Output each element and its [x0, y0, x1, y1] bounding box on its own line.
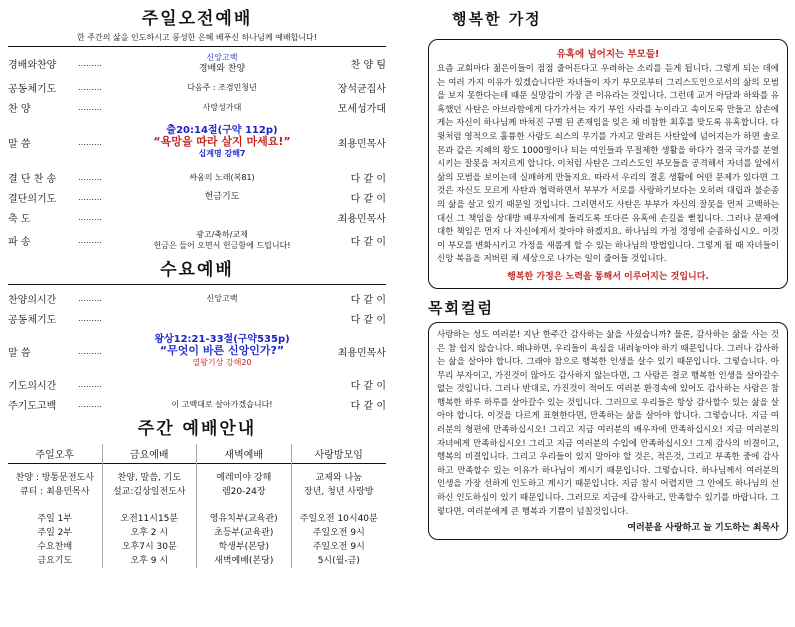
- column-body: 사랑하는 성도 여러분! 지난 한주간 감사하는 삶을 사셨습니까? 물론, 감사하는 삶을 사는 것은 참 쉽지 않습니다. 왜냐하면, 우리들이 욕심을 내려놓아야 하기 때문입니다. 그러나 감사하는 삶을 살아야 합니다. 그래야 참으로 행복한 인생을 살수 있기 때문입니다. 그렇습니다. 아무리 부자이고, 가진것이 많아도 감사하지 않는다면, 그 사람은 결코 행복한 인생을 살아갈수 없는 것입니다. 그러나 반대로, 가진것이 적어도 여러분 환경속에 있어도 감사하는 사람은 참 행복한 하루 하루를 살아갈수 있는 것입니다. 그러므로 우리들은 항상 감사할수 있는 삶을 살아야 합니다. 이것을 다르게 표현한다면, 만족하는 삶을 살아야 합니다. 그렇습니다. 지금 여러분의 형편에 만족하십시오! 그리고 지금 여러분의 배우자에 만족하십시오! 지금 여러분의 자녀에게 만족하십시오! 그리고 지금 여러분의 수입에 만족하십시오! 그게 감사의 비결이고, 행복의 비결입니다. 그리고 우리들이 있지 말아야 할 것은, 적은것, 그리고 부족한 중에 감사하고 만족할수 있는 이유가 하나님이 계시기 때문입니다. 그렇습니다. 하나님께서 여러분의 인생을 가장 선하게 인도하고 계시기 때문입니다. 지금 참시 어렵지만 그 안에도 하나님의 선하신 인도하심이 있기 때문입니다. 그러므로 지금에 감사하고, 만족할수 있기를 바랍니다. 그렇다면, 여러분에게 큰 행복과 기쁨이 넘칠것입니다.: [437, 329, 779, 517]
- order-label: 경배와찬양: [8, 60, 57, 71]
- order-row: [8, 394, 386, 414]
- order-leader: 모세성가대: [337, 103, 386, 115]
- order-row: [8, 97, 386, 117]
- order-label: 결단의기도: [8, 193, 57, 205]
- order-label: 주기도고백: [8, 400, 57, 412]
- column-header: 금요예배: [103, 444, 197, 464]
- schedule-cell: 주일오전 9시: [312, 542, 365, 552]
- column-header: 사랑방모임: [292, 444, 387, 464]
- schedule-column: [8, 444, 103, 568]
- order-leader: 찬 양 팀: [350, 60, 386, 71]
- order-leader: 다 같 이: [350, 294, 386, 306]
- order-leader: 최용민목사: [337, 347, 386, 359]
- sermon-detail: [120, 334, 324, 368]
- order-label: 공동체기도: [8, 83, 57, 95]
- detail-main: 헌금은 들어 오면서 헌금함에 드립니다!: [153, 241, 291, 250]
- dots: ………: [78, 235, 102, 245]
- schedule-cell: 교제와 나눔: [315, 473, 362, 483]
- order-row: [8, 308, 386, 328]
- order-label: 결 단 찬 송: [8, 173, 57, 185]
- order-detail: 헌금기도: [204, 191, 240, 202]
- dots: ………: [78, 172, 102, 182]
- order-row: [8, 227, 386, 253]
- order-row: [8, 374, 386, 394]
- sermon-title: “무엇이 바른 신앙인가?”: [159, 344, 285, 357]
- order-row: [8, 167, 386, 187]
- order-row: [8, 117, 386, 167]
- order-label: 찬양의시간: [8, 294, 57, 306]
- family-closing: 행복한 가정은 노력을 통해서 이루어지는 것입니다.: [507, 271, 709, 282]
- detail-top: 광고/축하/교제: [196, 230, 248, 239]
- dots: ………: [78, 102, 102, 112]
- order-detail: [120, 229, 324, 251]
- weekly-title: 주간 예배안내: [137, 419, 257, 439]
- order-label: 공동체기도: [8, 314, 57, 326]
- order-row: [8, 328, 386, 374]
- schedule-cell: 초등부(교육관): [214, 528, 274, 538]
- order-detail: 사랑성가대: [202, 102, 242, 112]
- schedule-cell: 찬양, 말씀, 기도: [117, 473, 182, 483]
- order-detail: 다음주 : 조경민청년: [187, 82, 257, 92]
- column-title: 목회컬럼: [428, 298, 494, 317]
- weekly-schedule-table: [8, 444, 386, 568]
- schedule-cell: 예레미야 강해: [216, 473, 272, 483]
- sermon-reference: 왕상12:21-33절(구약535p): [154, 334, 290, 345]
- schedule-cell: 영유치부(교육관): [209, 514, 278, 524]
- dots: ………: [78, 192, 102, 202]
- sermon-detail: [120, 125, 324, 159]
- schedule-cell: 오전11시15분: [120, 514, 179, 524]
- schedule-cell: 오후 2 시: [130, 528, 169, 538]
- schedule-cell: 오후 9 시: [130, 556, 169, 566]
- schedule-column: [103, 444, 198, 568]
- order-leader: 장석균집사: [337, 83, 386, 95]
- order-row: [8, 50, 386, 77]
- family-heading: 유혹에 넘어지는 부모들!: [556, 49, 660, 60]
- dots: ………: [78, 379, 102, 389]
- schedule-cell: 주일오전 10시40분: [299, 514, 378, 524]
- column-signature: 여러분을 사랑하고 늘 기도하는 최목사: [627, 523, 779, 534]
- divider: [8, 46, 386, 47]
- schedule-column: [197, 444, 292, 568]
- sermon-series: 열왕기상 강해20: [192, 358, 252, 367]
- dots: ………: [78, 212, 102, 222]
- schedule-cell: 5시(월-금): [317, 556, 360, 566]
- dots: ………: [78, 59, 102, 68]
- divider: [8, 284, 386, 285]
- family-title: 행복한 가정: [452, 10, 542, 28]
- schedule-cell: 금요기도: [37, 556, 73, 566]
- order-leader: 다 같 이: [350, 400, 386, 412]
- order-label: 기도의시간: [8, 380, 57, 392]
- order-label: 찬 양: [8, 103, 31, 115]
- sermon-reference: 출20:14절(구약 112p): [166, 125, 278, 136]
- order-detail: 싸움의 노래(복81): [189, 172, 255, 182]
- right-column: [428, 8, 788, 540]
- schedule-cell: 찬양 : 방통문전도사: [15, 473, 94, 483]
- order-row: [8, 207, 386, 227]
- column-header: 새벽예배: [197, 444, 291, 464]
- order-row: [8, 77, 386, 97]
- dots: ………: [78, 399, 102, 409]
- order-leader: 다 같 이: [350, 193, 386, 205]
- schedule-cell: 주일오전 9시: [312, 528, 365, 538]
- morning-subtitle: 한 주간의 삶을 인도하시고 풍성한 은혜 베푸신 하나님께 예배합니다!: [77, 33, 317, 42]
- dots: ………: [78, 137, 102, 147]
- morning-title: 주일오전예배: [141, 9, 253, 29]
- order-leader: 최용민목사: [337, 213, 386, 225]
- schedule-cell: 오후7시 30분: [121, 542, 177, 552]
- schedule-cell: 주일 1부: [37, 514, 73, 524]
- detail-top: 신앙고백: [206, 53, 238, 62]
- order-detail: 신앙고백: [206, 293, 238, 303]
- order-leader: 다 같 이: [350, 314, 386, 326]
- dots: ………: [78, 346, 102, 356]
- schedule-cell: 주일 2부: [37, 528, 73, 538]
- wednesday-title: 수요예배: [160, 260, 234, 280]
- sermon-series: 십계명 강해7: [198, 149, 246, 158]
- family-body: 요즘 교회마다 젊은이들이 점점 줄어든다고 우려하는 소리를 듣게 됩니다. 그렇게 되는 데에는 여러 가지 이유가 있겠습니다만 자녀들이 자기 부모로부터 그리스도인으로서의 삶의 모범을 보지 못한다는데 때문 실망감이 가장 큰 이유라는 것입니다. 그런데 교거 아담과 하와를 유혹했던 사탄은 아브라함에게 다가가서는 자기 부인 사라를 누이라고 속이도록 만들고 삼손에게는 자신이 하나님께 바쳐진 구별 된 존재임을 잊은 채 비참한 최후를 맞도록 유혹합니다. 다윗처럼 영적으로 훌륭한 사람도 쇠스의 무기를 가지고 말려든 사탄앞에 넘어지는가 하면 솔로몬과 같은 지혜의 왕도 1000명이나 되는 여인들과 무절제한 생활을 하다가 결국 국가를 분열시키는 잘못을 저지르게 합니다. 이처럼 사탄은 그리스도인 부모들을 공격해서 자녀를 앞에서 삶의 모범을 보이는데 실패하게 만들지요. 따라서 우리의 결혼 생활에 어떤 문제가 있다면 그것은 자신도 모르게 사탄과 협력하면서 부부가 서로를 사랑하기보다는 오히려 대립과 불순종의 삶을 살고 있기 때문일 것입니다. 그러면서도 사탄은 부부가 자신의 잘못을 먼저 고백하는 대신 그 책임을 상대방 배우자에게 돌리도록 또다른 유혹에 손길을 뻗칩니다. 그러나 문제에 대한 책임은 먼저 나 자신에게서 찾아야 하겠지요. 하나님의 가정 경영에 순종하십시오. 이것이 부모를 변화시키고 가정을 새롭게 할 수 있는 하나님의 방법입니다. 그렇게 될 때 자녀들이 신앙 복음을 저버린 채 세상으로 나가는 일이 줄어들 것입니다.: [437, 64, 779, 265]
- schedule-cell: 큐티 : 최용민목사: [19, 487, 90, 497]
- order-row: [8, 288, 386, 308]
- order-leader: 다 같 이: [350, 380, 386, 392]
- schedule-cell: 새벽예배(본당): [214, 556, 274, 566]
- schedule-cell: 설교:김상일전도사: [112, 487, 186, 497]
- detail-main: 경배와 찬양: [198, 64, 246, 74]
- order-label: 축 도: [8, 213, 31, 225]
- order-label: 말 씀: [8, 138, 31, 150]
- order-leader: 다 같 이: [350, 236, 386, 248]
- pastor-column-box: [428, 322, 788, 540]
- order-row: [8, 187, 386, 207]
- schedule-cell: 장년, 청년 사랑방: [304, 487, 374, 497]
- dots: ………: [78, 82, 102, 92]
- dots: ………: [78, 293, 102, 303]
- order-label: 파 송: [8, 236, 31, 248]
- family-box: [428, 39, 788, 289]
- schedule-cell: 학생부(본당): [218, 542, 269, 552]
- order-label: 말 씀: [8, 347, 31, 359]
- column-header: 주일오후: [8, 444, 102, 464]
- order-detail: [120, 52, 324, 75]
- order-detail: 이 고백대로 살아가겠습니다!: [171, 399, 273, 409]
- left-column: [8, 8, 386, 568]
- dots: ………: [78, 313, 102, 323]
- schedule-cell: 렘20-24장: [221, 487, 266, 497]
- order-leader: 다 같 이: [350, 173, 386, 185]
- sermon-title: “욕망을 따라 살지 마세요!”: [153, 135, 291, 148]
- order-leader: 최용민목사: [337, 138, 386, 150]
- schedule-column: [292, 444, 387, 568]
- schedule-cell: 수요찬배: [37, 542, 73, 552]
